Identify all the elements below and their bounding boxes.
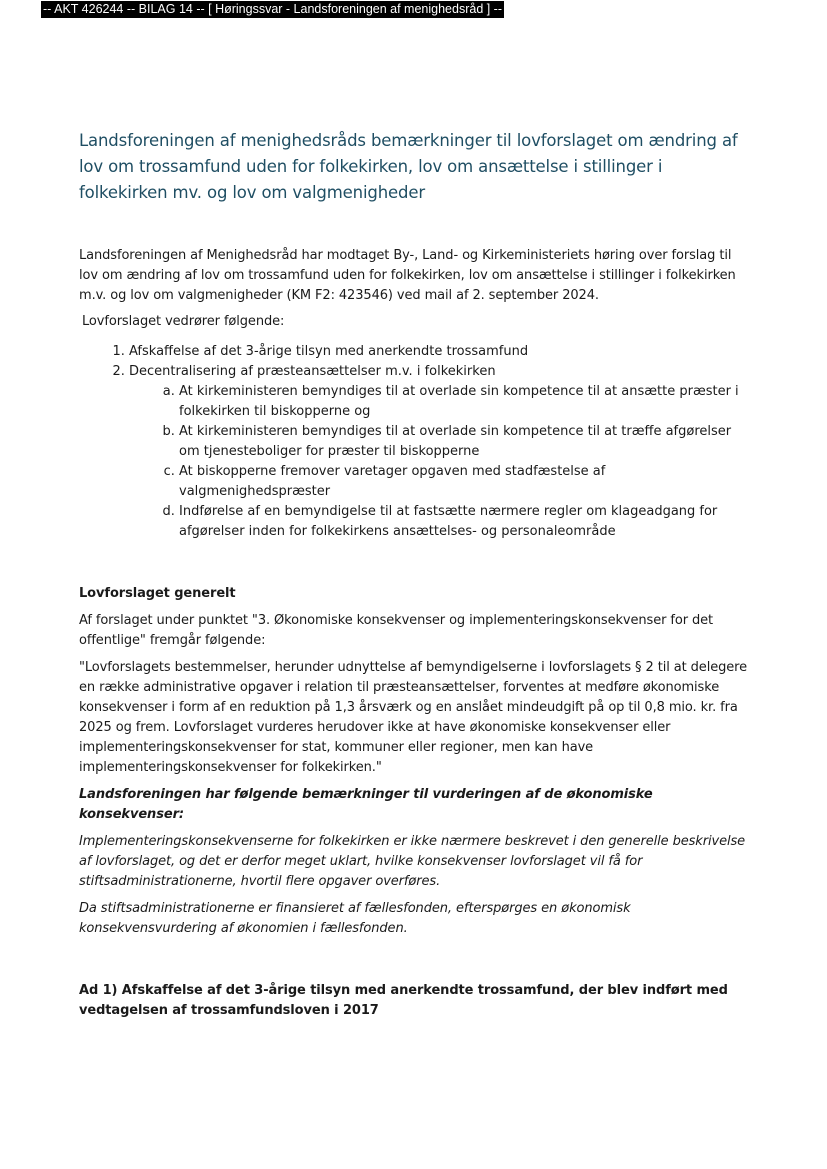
- section-paragraph: Af forslaget under punktet "3. Økonomiske konsekvenser og implementeringskonsekvenser for det offentlige" fremgår følgende:: [79, 613, 714, 648]
- document-title: Landsforeningen af menighedsråds bemærkninger til lovforslaget om ændring af lov om trossamfund uden for folkekirken, lov om ansættelse i stillinger i folkekirken mv. og lov om valgmenigheder: [79, 131, 738, 202]
- intro-paragraph: Landsforeningen af Menighedsråd har modtaget By-, Land- og Kirkeministeriets høring over forslag til lov om ændring af lov om trossamfund uden for folkekirken, lov om ansættelse i stillinger i folkekirken m.v. og lov om valgmenigheder (KM F2: 423546) ved mail af 2. september 2024.: [79, 248, 736, 303]
- list-lead: Lovforslaget vedrører følgende:: [82, 314, 285, 329]
- list-item-1-text: Afskaffelse af det 3-årige tilsyn med anerkendte trossamfund: [129, 344, 529, 359]
- list-item-2: [129, 362, 751, 542]
- section-heading-general: Lovforslaget generelt: [79, 586, 236, 601]
- sub-item-c: c. At biskopperne fremover varetager opgaven med stadfæstelse af valgmenighedspræster: [179, 462, 751, 502]
- sub-item-a: a. At kirkeministeren bemyndiges til at overlade sin kompetence til at ansætte præster i folkekirken til biskopperne og: [179, 382, 751, 422]
- remark-paragraph-1: Implementeringskonsekvenserne for folkekirken er ikke nærmere beskrevet i den generelle beskrivelse af lovforslaget, og det er derfor meget uklart, hvilke konsekvenser lovforslaget vil få for stiftsadministrationerne, hvortil flere opgaver overføres.: [79, 834, 746, 889]
- topic-list: [79, 342, 751, 542]
- quote-paragraph: "Lovforslagets bestemmelser, herunder udnyttelse af bemyndigelserne i lovforslagets § 2 til at delegere en række administrative opgaver i relation til præsteansættelser, forventes at medføre økonomiske konsekvenser i form af en reduktion på 1,3 årsværk og en anslået mindeudgift på op til 0,8 mio. kr. fra 2025 og frem. Lovforslaget vurderes herudover ikke at have økonomiske konsekvenser eller implementeringskonsekvenser for stat, kommuner eller regioner, men kan have implementeringskonsekvenser for folkekirken.": [79, 660, 748, 775]
- document-page: [79, 128, 751, 1021]
- remark-heading: Landsforeningen har følgende bemærkninger til vurderingen af de økonomiske konsekvenser:: [79, 787, 653, 822]
- sub-item-d: d. Indførelse af en bemyndigelse til at fastsætte nærmere regler om klageadgang for afgørelser inden for folkekirkens ansættelses- og personaleområde: [179, 502, 751, 542]
- remark-paragraph-2: Da stiftsadministrationerne er finansieret af fællesfonden, efterspørges en økonomisk konsekvensvurdering af økonomien i fællesfonden.: [79, 901, 631, 936]
- list-item-2-text: Decentralisering af præsteansættelser m.v. i folkekirken: [129, 364, 496, 379]
- document-stamp: -- AKT 426244 -- BILAG 14 -- [ Høringssvar - Landsforeningen af menighedsråd ] --: [43, 2, 503, 16]
- sub-list: [129, 382, 751, 542]
- list-item-1: [129, 342, 751, 362]
- sub-item-b: b. At kirkeministeren bemyndiges til at overlade sin kompetence til at træffe afgørelser om tjenesteboliger for præster til biskopperne: [179, 422, 751, 462]
- section-heading-ad1: Ad 1) Afskaffelse af det 3-årige tilsyn med anerkendte trossamfund, der blev indført med vedtagelsen af trossamfundsloven i 2017: [79, 983, 728, 1018]
